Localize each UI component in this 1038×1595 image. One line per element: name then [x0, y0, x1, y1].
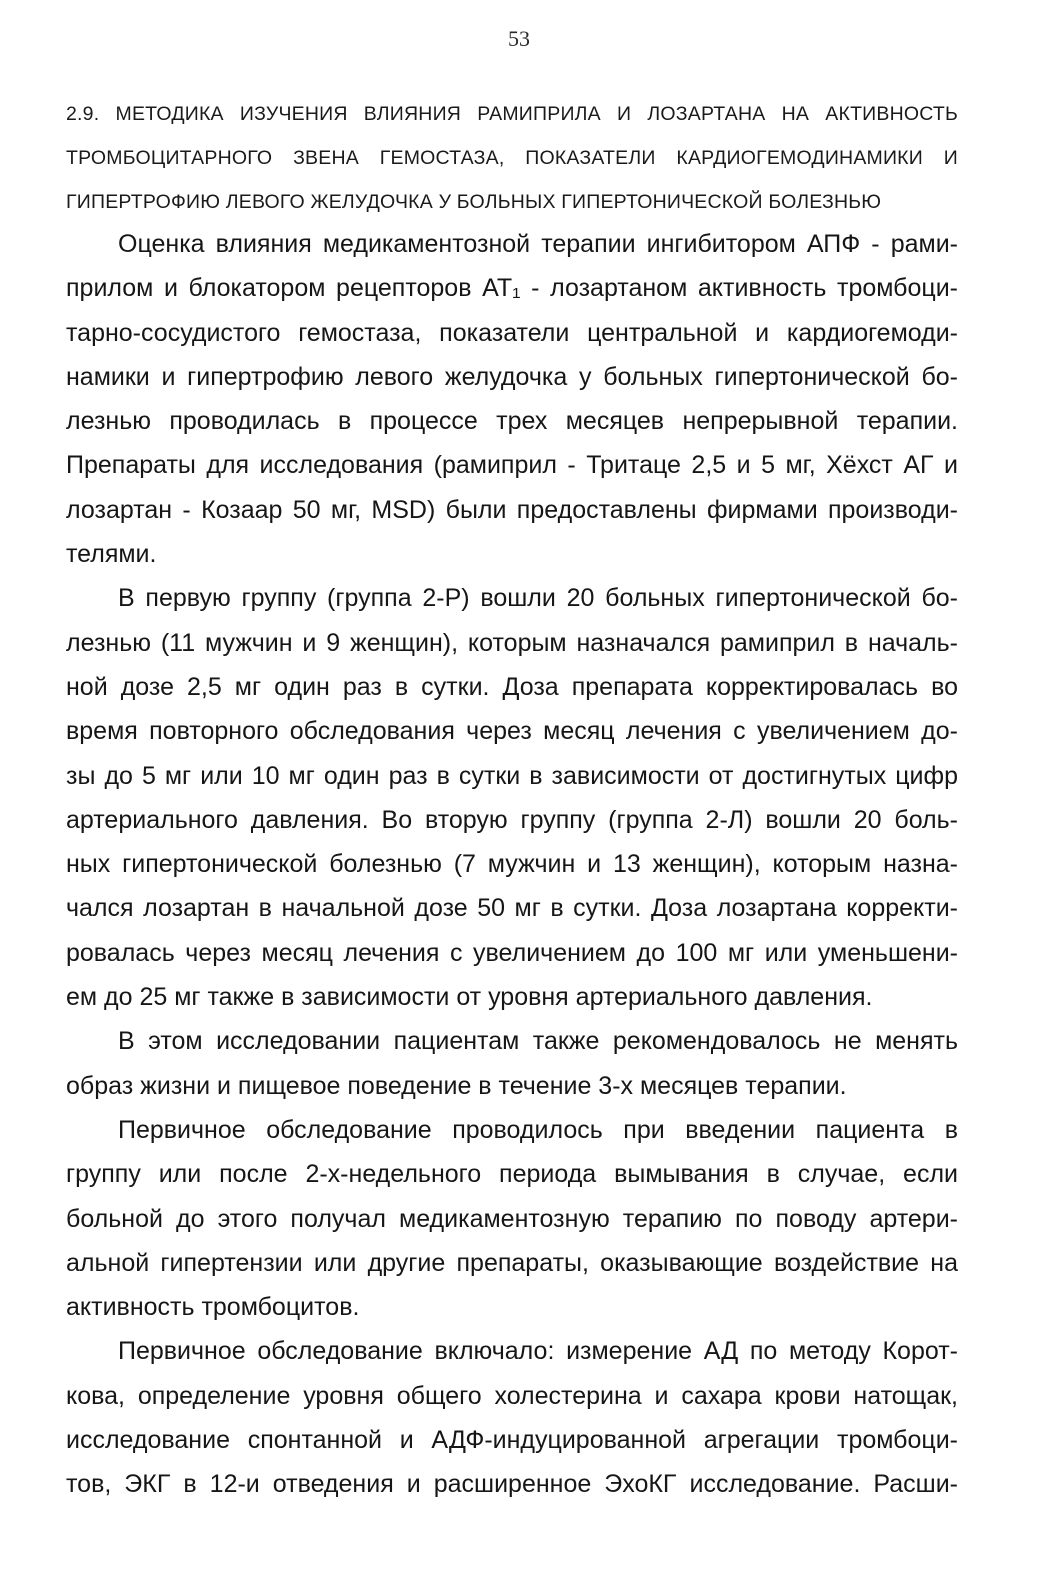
- paragraph-exam-contents: [66, 1329, 958, 1506]
- text-line: артериального давления. Во вторую группу (группа 2-Л) вошли 20 боль-: [66, 805, 958, 834]
- paragraph-groups: [66, 576, 958, 1019]
- text-line: В первую группу (группа 2-Р) вошли 20 больных гипертонической бо-: [118, 584, 958, 613]
- text-line: ной дозе 2,5 мг один раз в сутки. Доза препарата корректировалась во: [66, 672, 958, 701]
- paragraph-initial-exam: [66, 1108, 958, 1329]
- text-line: ных гипертонической болезнью (7 мужчин и 13 женщин), которым назна-: [66, 850, 958, 879]
- text-line: исследование спонтанной и АДФ-индуцированной агрегации тромбоци-: [66, 1426, 958, 1455]
- text-line: лозартан - Козаар 50 мг, MSD) были предоставлены фирмами производи-: [66, 495, 958, 524]
- text-line: лезнью (11 мужчин и 9 женщин), которым назначался рамиприл в началь-: [66, 628, 958, 657]
- text-line: ем до 25 мг также в зависимости от уровня артериального давления.: [66, 983, 873, 1012]
- text-line: прилом и блокатором рецепторов АТ₁ - лозартаном активность тромбоци-: [66, 274, 958, 303]
- text-line: кова, определение уровня общего холестерина и сахара крови натощак,: [66, 1381, 958, 1410]
- paragraph-lifestyle: [66, 1019, 958, 1108]
- body-text: [66, 222, 958, 1507]
- text-line: группу или после 2-х-недельного периода вымывания в случае, если: [66, 1160, 958, 1189]
- text-line: Оценка влияния медикаментозной терапии ингибитором АПФ - рами-: [118, 230, 958, 258]
- heading-line: ТРОМБОЦИТАРНОГО ЗВЕНА ГЕМОСТАЗА, ПОКАЗАТЕЛИ КАРДИОГЕМОДИНАМИКИ И: [66, 147, 958, 169]
- paragraph-therapy-assessment: [66, 222, 958, 576]
- text-line: Первичное обследование проводилось при введении пациента в: [118, 1115, 958, 1144]
- text-line: зы до 5 мг или 10 мг один раз в сутки в зависимости от достигнутых цифр: [66, 761, 958, 790]
- text-line: В этом исследовании пациентам также рекомендовалось не менять: [118, 1027, 958, 1056]
- text-line: тов, ЭКГ в 12-и отведения и расширенное ЭхоКГ исследование. Расши-: [66, 1470, 958, 1499]
- text-line: образ жизни и пищевое поведение в течение 3-х месяцев терапии.: [66, 1071, 847, 1100]
- text-line: Препараты для исследования (рамиприл - Тритаце 2,5 и 5 мг, Хёхст АГ и: [66, 451, 958, 480]
- text-line: чался лозартан в начальной дозе 50 мг в сутки. Доза лозартана корректи-: [66, 894, 958, 923]
- text-line: тарно-сосудистого гемостаза, показатели центральной и кардиогемоди-: [66, 318, 958, 347]
- text-line: лезнью проводилась в процессе трех месяцев непрерывной терапии.: [66, 407, 958, 436]
- text-line: ровалась через месяц лечения с увеличением до 100 мг или уменьшени-: [66, 938, 958, 967]
- page-number: 53: [508, 26, 530, 51]
- text-line: телями.: [66, 540, 157, 569]
- text-line: больной до этого получал медикаментозную терапию по поводу артери-: [66, 1204, 958, 1233]
- text-line: активность тромбоцитов.: [66, 1293, 360, 1322]
- text-line: намики и гипертрофию левого желудочка у больных гипертонической бо-: [66, 362, 958, 391]
- text-line: Первичное обследование включало: измерение АД по методу Корот-: [118, 1337, 958, 1366]
- text-line: время повторного обследования через месяц лечения с увеличением до-: [66, 717, 958, 746]
- heading-line: ГИПЕРТРОФИЮ ЛЕВОГО ЖЕЛУДОЧКА У БОЛЬНЫХ ГИПЕРТОНИЧЕСКОЙ БОЛЕЗНЬЮ: [66, 191, 882, 213]
- section-heading: [66, 92, 958, 224]
- heading-line: 2.9. МЕТОДИКА ИЗУЧЕНИЯ ВЛИЯНИЯ РАМИПРИЛА И ЛОЗАРТАНА НА АКТИВНОСТЬ: [66, 103, 958, 125]
- text-line: альной гипертензии или другие препараты, оказывающие воздействие на: [66, 1248, 958, 1277]
